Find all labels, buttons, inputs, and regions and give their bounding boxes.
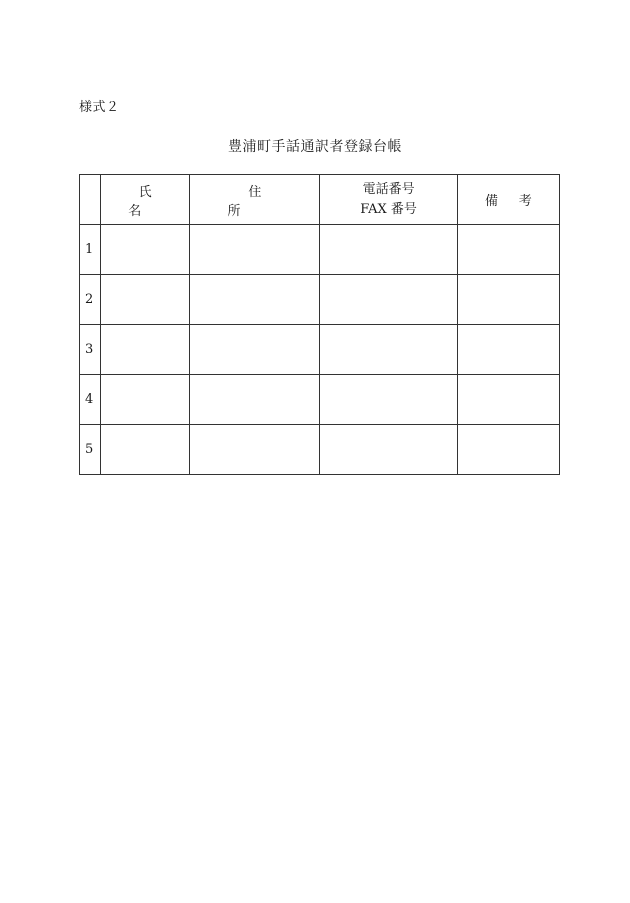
row-number: 1 [80,225,101,275]
cell-address [190,225,320,275]
form-label: 様式２ [79,100,120,115]
header-phone-label: 電話番号 [362,181,415,197]
table-row [80,375,560,425]
cell-address [190,375,320,425]
cell-phone-fax [320,275,457,325]
cell-phone-fax [320,425,457,475]
registry-table [79,174,560,475]
cell-name [101,325,190,375]
cell-remarks [457,225,559,275]
header-phone-fax [320,175,457,225]
header-name [101,175,190,225]
header-remarks-label: 備考 [484,194,553,209]
cell-remarks [457,375,559,425]
table-row [80,325,560,375]
row-number: 3 [80,325,101,375]
header-fax-label: FAX 番号 [360,201,417,217]
header-number [80,175,101,225]
row-number: 4 [80,375,101,425]
cell-phone-fax [320,375,457,425]
row-number: 2 [80,275,101,325]
cell-name [101,375,190,425]
cell-phone-fax [320,225,457,275]
table-row [80,225,560,275]
cell-remarks [457,325,559,375]
cell-remarks [457,425,559,475]
cell-name [101,425,190,475]
cell-name [101,275,190,325]
table-row [80,425,560,475]
header-address [190,175,320,225]
document-title: 豊浦町手話通訳者登録台帳 [228,139,402,155]
cell-address [190,425,320,475]
cell-remarks [457,275,559,325]
cell-phone-fax [320,325,457,375]
header-address-label: 住所 [227,184,303,219]
header-remarks [457,175,559,225]
table-row [80,275,560,325]
cell-address [190,325,320,375]
cell-name [101,225,190,275]
header-name-label: 氏名 [128,184,173,219]
row-number: 5 [80,425,101,475]
cell-address [190,275,320,325]
table-header-row [80,175,560,225]
